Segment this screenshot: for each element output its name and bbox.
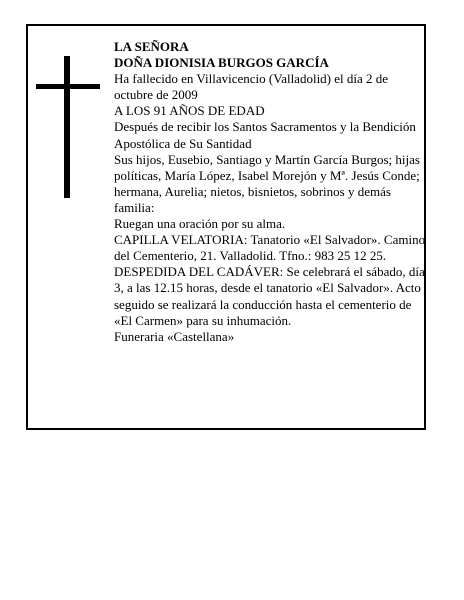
farewell-info: DESPEDIDA DEL CADÁVER: Se celebrará el sábado, día 3, a las 12.15 horas, desde el tanatorio «El Salvador». Acto seguido se realizará la conducción hasta el cementerio de «El Carmen» para su inhumación.: [114, 264, 425, 328]
cross-horizontal-bar: [36, 84, 100, 89]
deceased-name: DOÑA DIONISIA BURGOS GARCÍA: [114, 55, 329, 71]
notice-heading-title: LA SEÑORA: [114, 39, 189, 54]
obituary-text: [114, 39, 426, 345]
prayer-request: Ruegan una oración por su alma.: [114, 216, 286, 232]
family-list: Sus hijos, Eusebio, Santiago y Martín García Burgos; hijas políticas, María López, Isabel Morejón y Mª. Jesús Conde; hermana, Aurelia; nietos, bisnietos, sobrinos y demás familia:: [114, 151, 420, 215]
death-info: Ha fallecido en Villavicencio (Valladolid) el día 2 de octubre de 2009: [114, 71, 389, 103]
funeral-home: Funeraria «Castellana»: [114, 328, 235, 344]
sacraments-line: Después de recibir los Santos Sacramentos y la Bendición Apostólica de Su Santidad: [114, 119, 416, 151]
cross-icon: [36, 56, 100, 198]
chapel-info: CAPILLA VELATORIA: Tanatorio «El Salvador». Camino del Cementerio, 21. Valladolid. Tfno.: 983 25 12 25.: [114, 232, 426, 264]
cross-vertical-bar: [64, 56, 70, 198]
age-line: A LOS 91 AÑOS DE EDAD: [114, 103, 265, 119]
